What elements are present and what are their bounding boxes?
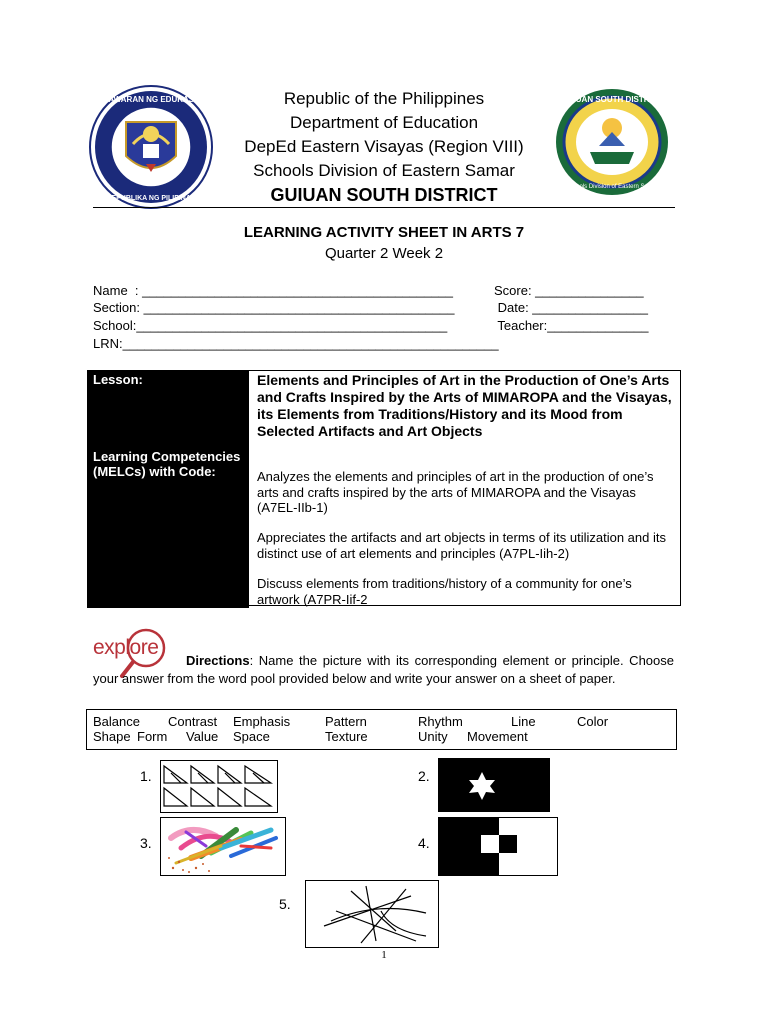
word-movement: Movement — [467, 729, 528, 744]
lesson-label-column — [87, 370, 249, 608]
page-number: 1 — [381, 949, 387, 961]
word-color: Color — [577, 714, 609, 729]
directions-text — [93, 652, 674, 688]
header-division: Schools Division of Eastern Samar — [253, 161, 515, 180]
item-4-number: 4. — [418, 835, 430, 851]
word-form: Form — [137, 729, 168, 744]
deped-seal-logo — [88, 84, 214, 210]
school-field[interactable]: School:___________________________________________ — [93, 318, 448, 333]
header-district: GUIUAN SOUTH DISTRICT — [270, 185, 498, 205]
competency-1: Analyzes the elements and principles of art in the production of one’s arts and crafts inspired by the arts of MIMAROPA and the Visayas (A7EL-IIb-1) — [257, 469, 654, 515]
header-divider — [93, 207, 675, 208]
svg-text:Schools Division of Eastern Sa: Schools Division of Eastern Samar — [565, 184, 659, 190]
section-field[interactable]: Section: ___________________________________________ — [93, 300, 455, 315]
directions-body: : Name the picture with its corresponding element or principle. Choose your answer from the word pool provided below and write your answer on a sheet of paper. — [93, 653, 674, 686]
lrn-field[interactable]: LRN:____________________________________________________ — [93, 336, 499, 351]
lesson-label: Lesson: — [93, 372, 143, 387]
lesson-title: Elements and Principles of Art in the Production of One’s Arts and Crafts Inspired by the Arts of MIMAROPA and the Visayas, its Elements from Traditions/History and its Mood from Selected Artifacts and Art Objects — [257, 372, 672, 439]
word-value: Value — [186, 729, 219, 744]
sheet-title: LEARNING ACTIVITY SHEET IN ARTS 7 — [243, 224, 525, 241]
word-pattern: Pattern — [325, 714, 367, 729]
word-line: Line — [511, 714, 536, 729]
word-contrast: Contrast — [168, 714, 218, 729]
item-3-picture — [160, 817, 286, 876]
header-region: DepEd Eastern Visayas (Region VIII) — [244, 137, 524, 156]
item-2-number: 2. — [418, 768, 430, 784]
score-field[interactable]: Score: _______________ — [494, 283, 644, 298]
header-republic: Republic of the Philippines — [283, 89, 485, 108]
word-shape: Shape — [93, 729, 131, 744]
district-seal-logo — [555, 88, 669, 196]
competency-2: Appreciates the artifacts and art objects in terms of its utilization and its distinct use of art elements and principles (A7PL-Iih-2) — [257, 530, 666, 561]
svg-text:GUIUAN SOUTH DISTRICT: GUIUAN SOUTH DISTRICT — [561, 95, 663, 104]
word-balance: Balance — [93, 714, 140, 729]
word-unity: Unity — [418, 729, 448, 744]
item-5-picture — [305, 880, 439, 948]
word-texture: Texture — [325, 729, 368, 744]
date-field[interactable]: Date: ________________ — [494, 300, 648, 315]
item-3-number: 3. — [140, 835, 152, 851]
teacher-field[interactable]: Teacher:______________ — [494, 318, 649, 333]
item-5-number: 5. — [279, 896, 291, 912]
svg-text:KAGAWARAN NG EDUKASYON: KAGAWARAN NG EDUKASYON — [90, 95, 212, 104]
item-2-picture — [438, 758, 550, 812]
name-field[interactable]: Name : ___________________________________________ — [93, 283, 454, 298]
svg-text:REPUBLIKA NG PILIPINAS: REPUBLIKA NG PILIPINAS — [106, 195, 196, 202]
competency-3: Discuss elements from traditions/history of a community for one’s artwork (A7PR-Iif-2 — [257, 576, 632, 607]
word-emphasis: Emphasis — [233, 714, 291, 729]
word-pool-box — [86, 709, 677, 750]
competencies-label: Learning Competencies (MELCs) with Code: — [93, 449, 241, 479]
directions-label: Directions — [186, 653, 250, 668]
header-department: Department of Education — [289, 113, 479, 132]
item-1-number: 1. — [140, 768, 152, 784]
explore-word: explore — [93, 636, 159, 659]
item-4-picture — [438, 817, 558, 876]
word-space: Space — [233, 729, 270, 744]
item-1-picture — [160, 760, 278, 813]
sheet-subtitle: Quarter 2 Week 2 — [324, 245, 444, 262]
word-rhythm: Rhythm — [418, 714, 463, 729]
